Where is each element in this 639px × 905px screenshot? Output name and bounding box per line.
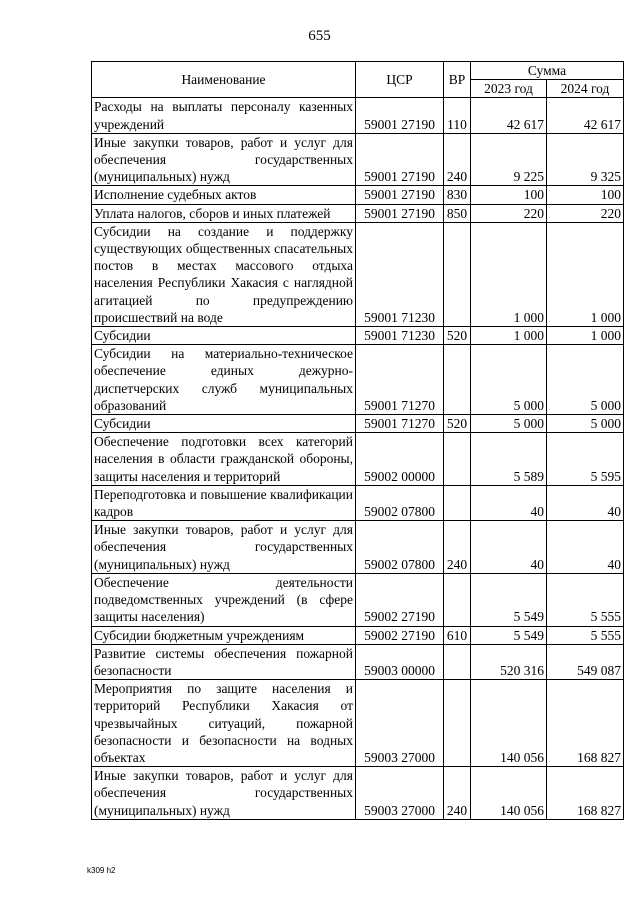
table-row <box>92 644 624 679</box>
row-name-cell: Развитие системы обеспечения пожарной безопасности <box>92 644 356 679</box>
row-name-cell: Исполнение судебных актов <box>92 186 356 204</box>
row-amount-2024-cell: 9 325 <box>547 133 624 186</box>
budget-table <box>91 61 624 820</box>
row-name-cell: Переподготовка и повышение квалификации кадров <box>92 485 356 520</box>
row-csr-cell: 59002 07800 <box>356 521 444 574</box>
row-vr-cell <box>444 680 471 767</box>
page-number: 655 <box>308 28 331 44</box>
row-vr-cell: 520 <box>444 415 471 433</box>
row-vr-cell <box>444 433 471 486</box>
table-row <box>92 767 624 820</box>
row-name-cell: Уплата налогов, сборов и иных платежей <box>92 204 356 222</box>
row-amount-2023-cell: 140 056 <box>471 767 547 820</box>
row-csr-cell: 59003 00000 <box>356 644 444 679</box>
table-row <box>92 415 624 433</box>
row-vr-cell: 830 <box>444 186 471 204</box>
row-vr-cell <box>444 485 471 520</box>
row-amount-2024-cell: 40 <box>547 521 624 574</box>
row-amount-2023-cell: 220 <box>471 204 547 222</box>
row-vr-cell <box>444 573 471 626</box>
table-row <box>92 133 624 186</box>
row-name-cell: Обеспечение деятельности подведомственных учреждений (в сфере защиты населения) <box>92 573 356 626</box>
header-year-2024: 2024 год <box>547 80 624 98</box>
row-name-cell: Субсидии на материально-техническое обеспечение единых дежурно-диспетчерских служб муниципальных образований <box>92 345 356 415</box>
row-vr-cell: 610 <box>444 626 471 644</box>
row-amount-2024-cell: 5 595 <box>547 433 624 486</box>
row-amount-2023-cell: 100 <box>471 186 547 204</box>
row-csr-cell: 59001 27190 <box>356 186 444 204</box>
row-amount-2023-cell: 5 549 <box>471 573 547 626</box>
row-csr-cell: 59003 27000 <box>356 767 444 820</box>
row-amount-2023-cell: 1 000 <box>471 327 547 345</box>
row-amount-2024-cell: 168 827 <box>547 680 624 767</box>
row-amount-2023-cell: 5 000 <box>471 345 547 415</box>
row-vr-cell: 520 <box>444 327 471 345</box>
row-amount-2023-cell: 40 <box>471 521 547 574</box>
row-amount-2023-cell: 42 617 <box>471 98 547 133</box>
row-amount-2023-cell: 1 000 <box>471 222 547 326</box>
row-name-cell: Мероприятия по защите населения и территорий Республики Хакасия от чрезвычайных ситуаций, пожарной безопасности и безопасности на водных объектах <box>92 680 356 767</box>
row-csr-cell: 59001 71270 <box>356 415 444 433</box>
table-row <box>92 98 624 133</box>
header-sum: Сумма <box>471 62 624 80</box>
row-name-cell: Расходы на выплаты персоналу казенных учреждений <box>92 98 356 133</box>
row-vr-cell <box>444 222 471 326</box>
row-name-cell: Иные закупки товаров, работ и услуг для обеспечения государственных (муниципальных) нужд <box>92 521 356 574</box>
row-amount-2024-cell: 5 555 <box>547 626 624 644</box>
row-amount-2024-cell: 42 617 <box>547 98 624 133</box>
row-csr-cell: 59001 27190 <box>356 98 444 133</box>
row-amount-2024-cell: 40 <box>547 485 624 520</box>
row-amount-2024-cell: 220 <box>547 204 624 222</box>
header-year-2023: 2023 год <box>471 80 547 98</box>
row-name-cell: Иные закупки товаров, работ и услуг для обеспечения государственных (муниципальных) нужд <box>92 133 356 186</box>
table-row <box>92 485 624 520</box>
row-vr-cell: 240 <box>444 521 471 574</box>
row-csr-cell: 59001 71230 <box>356 327 444 345</box>
row-name-cell: Субсидии <box>92 415 356 433</box>
row-amount-2024-cell: 1 000 <box>547 222 624 326</box>
footer-code: k309 h2 <box>87 866 116 875</box>
row-csr-cell: 59002 27190 <box>356 573 444 626</box>
header-row <box>92 62 624 80</box>
row-amount-2023-cell: 520 316 <box>471 644 547 679</box>
row-amount-2023-cell: 5 000 <box>471 415 547 433</box>
table-row <box>92 186 624 204</box>
row-amount-2023-cell: 9 225 <box>471 133 547 186</box>
row-name-cell: Субсидии <box>92 327 356 345</box>
row-amount-2024-cell: 5 555 <box>547 573 624 626</box>
row-vr-cell <box>444 644 471 679</box>
row-csr-cell: 59002 27190 <box>356 626 444 644</box>
row-vr-cell: 110 <box>444 98 471 133</box>
table-row <box>92 573 624 626</box>
row-vr-cell: 240 <box>444 767 471 820</box>
row-csr-cell: 59003 27000 <box>356 680 444 767</box>
table-body <box>92 98 624 819</box>
row-vr-cell: 850 <box>444 204 471 222</box>
row-amount-2023-cell: 140 056 <box>471 680 547 767</box>
row-name-cell: Субсидии на создание и поддержку существующих общественных спасательных постов в местах массового отдыха населения Республики Хакасия с наглядной агитацией по предупреждению происшествий на воде <box>92 222 356 326</box>
table-row <box>92 626 624 644</box>
table-row <box>92 433 624 486</box>
row-amount-2024-cell: 1 000 <box>547 327 624 345</box>
row-csr-cell: 59001 27190 <box>356 133 444 186</box>
row-amount-2024-cell: 168 827 <box>547 767 624 820</box>
row-amount-2024-cell: 549 087 <box>547 644 624 679</box>
table-row <box>92 345 624 415</box>
table-row <box>92 680 624 767</box>
row-amount-2024-cell: 5 000 <box>547 415 624 433</box>
row-vr-cell <box>444 345 471 415</box>
header-csr: ЦСР <box>356 62 444 98</box>
row-vr-cell: 240 <box>444 133 471 186</box>
table-row <box>92 521 624 574</box>
row-amount-2023-cell: 5 589 <box>471 433 547 486</box>
row-csr-cell: 59001 27190 <box>356 204 444 222</box>
row-amount-2023-cell: 40 <box>471 485 547 520</box>
row-name-cell: Обеспечение подготовки всех категорий населения в области гражданской обороны, защиты населения и территорий <box>92 433 356 486</box>
row-amount-2024-cell: 100 <box>547 186 624 204</box>
row-amount-2024-cell: 5 000 <box>547 345 624 415</box>
header-name: Наименование <box>92 62 356 98</box>
row-csr-cell: 59002 07800 <box>356 485 444 520</box>
table-row <box>92 222 624 326</box>
table-row <box>92 327 624 345</box>
header-vr: ВР <box>444 62 471 98</box>
row-csr-cell: 59002 00000 <box>356 433 444 486</box>
row-amount-2023-cell: 5 549 <box>471 626 547 644</box>
table-row <box>92 204 624 222</box>
row-name-cell: Субсидии бюджетным учреждениям <box>92 626 356 644</box>
row-csr-cell: 59001 71270 <box>356 345 444 415</box>
row-csr-cell: 59001 71230 <box>356 222 444 326</box>
row-name-cell: Иные закупки товаров, работ и услуг для обеспечения государственных (муниципальных) нужд <box>92 767 356 820</box>
